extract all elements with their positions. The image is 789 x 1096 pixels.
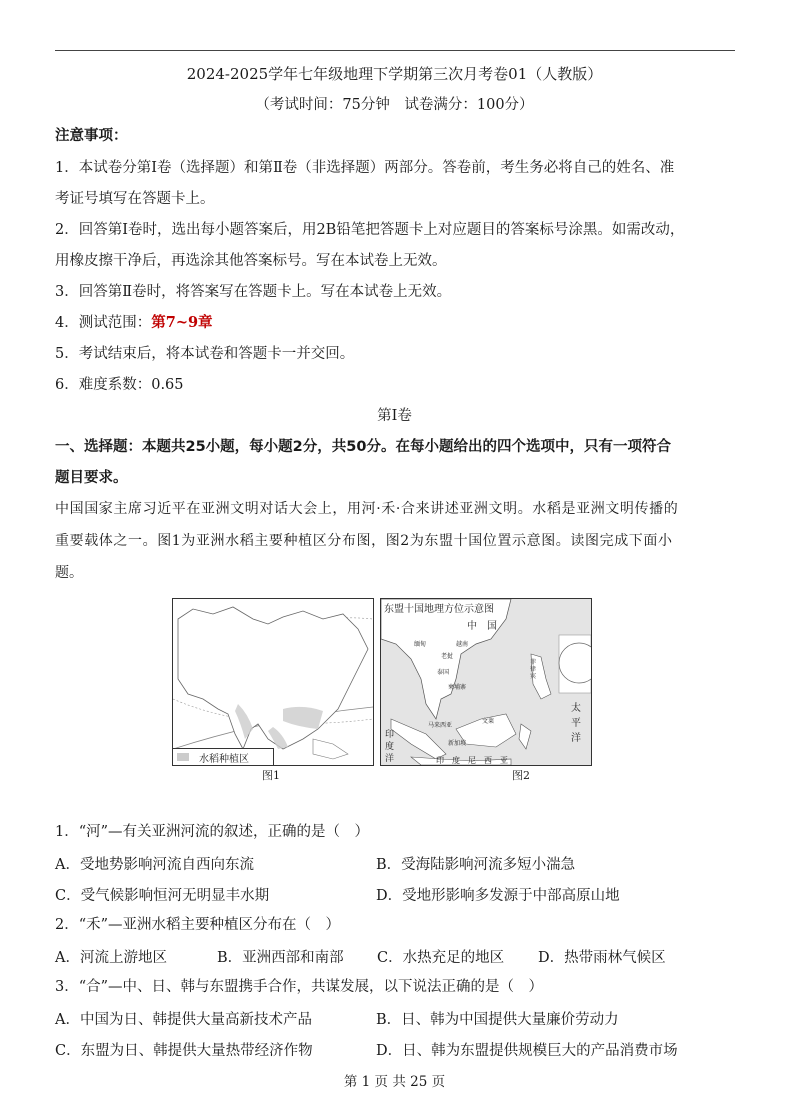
legend-swatch bbox=[177, 753, 189, 761]
label-vietnam: 越南 bbox=[456, 641, 469, 648]
map-title: 东盟十国地理方位示意图 bbox=[384, 604, 494, 615]
notice-item-4-prefix: 4．测试范围： bbox=[55, 315, 152, 331]
asia-map-graphic bbox=[173, 599, 373, 765]
label-brunei: 文莱 bbox=[482, 718, 495, 725]
map-legend bbox=[173, 748, 274, 765]
notice-item-3: 3．回答第Ⅱ卷时，将答案写在答题卡上。写在本试卷上无效。 bbox=[55, 284, 452, 300]
question-2-option-c[interactable]: C．水热充足的地区 bbox=[377, 950, 505, 966]
notice-item-5: 5．考试结束后，将本试卷和答题卡一并交回。 bbox=[55, 346, 355, 362]
exam-title: 2024-2025学年七年级地理下学期第三次月考卷01（人教版） bbox=[186, 65, 603, 83]
legend-label: 水稻种植区 bbox=[199, 754, 249, 765]
header-rule bbox=[55, 50, 735, 51]
question-2-option-a[interactable]: A．河流上游地区 bbox=[55, 950, 167, 966]
notice-item-6: 6．难度系数：0.65 bbox=[55, 377, 184, 393]
section-heading-line1: 一、选择题：本题共25小题，每小题2分，共50分。在每小题给出的四个选项中，只有一项符合 bbox=[55, 439, 671, 455]
label-pacific-ocean: 太 平 洋 bbox=[571, 703, 581, 744]
intro-line3: 题。 bbox=[55, 565, 83, 581]
question-1-option-a[interactable]: A．受地势影响河流自西向东流 bbox=[55, 857, 254, 873]
islands bbox=[313, 739, 348, 759]
label-thailand: 泰国 bbox=[437, 669, 450, 676]
intro-line2: 重要载体之一。图1为亚洲水稻主要种植区分布图，图2为东盟十国位置示意图。读图完成下面小 bbox=[55, 533, 673, 549]
label-indian-ocean-3: 洋 bbox=[385, 754, 395, 764]
notice-item-2-line2: 用橡皮擦干净后，再选涂其他答案标号。写在本试卷上无效。 bbox=[55, 253, 447, 269]
question-1-stem: 1．“河”—有关亚洲河流的叙述，正确的是（ ） bbox=[55, 824, 370, 840]
question-3-option-a[interactable]: A．中国为日、韩提供大量高新技术产品 bbox=[55, 1012, 312, 1028]
exam-subtitle: （考试时间：75分钟 试卷满分：100分） bbox=[255, 97, 534, 113]
figure-2-caption: 图2 bbox=[512, 769, 530, 782]
question-3-stem: 3．“合”—中、日、韩与东盟携手合作，共谋发展，以下说法正确的是（ ） bbox=[55, 979, 544, 995]
figure-2-asean-map bbox=[380, 598, 592, 766]
label-indian-ocean-2: 度 bbox=[385, 742, 395, 752]
page-footer: 第 1 页 共 25 页 bbox=[343, 1074, 446, 1090]
label-malaysia: 马来西亚 bbox=[428, 722, 453, 729]
notice-item-1-line2: 考证号填写在答题卡上。 bbox=[55, 191, 215, 207]
test-scope-highlight: 第7~9章 bbox=[151, 314, 213, 331]
question-2-option-b[interactable]: B．亚洲西部和南部 bbox=[217, 950, 344, 966]
notice-item-2-line1: 2．回答第Ⅰ卷时，选出每小题答案后，用2B铅笔把答题卡上对应题目的答案标号涂黑。如需改动， bbox=[55, 222, 685, 238]
label-cambodia: 柬埔寨 bbox=[448, 684, 467, 691]
volume-label: 第Ⅰ卷 bbox=[377, 408, 412, 424]
question-1-option-c[interactable]: C．受气候影响恒河无明显丰水期 bbox=[55, 888, 270, 904]
figure-1-caption: 图1 bbox=[262, 769, 280, 782]
intro-line1: 中国国家主席习近平在亚洲文明对话大会上，用河·禾·合来讲述亚洲文明。水稻是亚洲文明传播的 bbox=[55, 501, 679, 517]
question-3-option-c[interactable]: C．东盟为日、韩提供大量热带经济作物 bbox=[55, 1043, 313, 1059]
notice-heading: 注意事项： bbox=[55, 128, 128, 144]
label-china: 中 国 bbox=[467, 621, 497, 632]
question-2-option-d[interactable]: D．热带雨林气候区 bbox=[538, 950, 666, 966]
question-1-option-d[interactable]: D．受地形影响多发源于中部高原山地 bbox=[376, 888, 620, 904]
label-indian-ocean-1: 印 bbox=[385, 730, 395, 740]
figure-1-asia-rice-map bbox=[172, 598, 374, 766]
label-singapore: 新加坡 bbox=[448, 740, 467, 747]
question-2-stem: 2．“禾”—亚洲水稻主要种植区分布在（ ） bbox=[55, 917, 341, 933]
question-3-option-d[interactable]: D．日、韩为东盟提供规模巨大的产品消费市场 bbox=[376, 1043, 678, 1059]
question-1-option-b[interactable]: B．受海陆影响河流多短小湍急 bbox=[376, 857, 576, 873]
notice-item-4 bbox=[55, 313, 213, 333]
label-philippines: 菲律宾 bbox=[530, 659, 537, 680]
sulawesi-island bbox=[519, 724, 531, 749]
label-laos: 老挝 bbox=[441, 653, 454, 660]
notice-item-1-line1: 1．本试卷分第Ⅰ卷（选择题）和第Ⅱ卷（非选择题）两部分。答卷前，考生务必将自己的姓名、准 bbox=[55, 160, 675, 176]
label-myanmar: 缅甸 bbox=[414, 641, 427, 648]
question-3-option-b[interactable]: B．日、韩为中国提供大量廉价劳动力 bbox=[376, 1012, 619, 1028]
label-indonesia: 印 度 尼 西 亚 bbox=[436, 756, 508, 765]
section-heading-line2: 题目要求。 bbox=[55, 470, 128, 486]
